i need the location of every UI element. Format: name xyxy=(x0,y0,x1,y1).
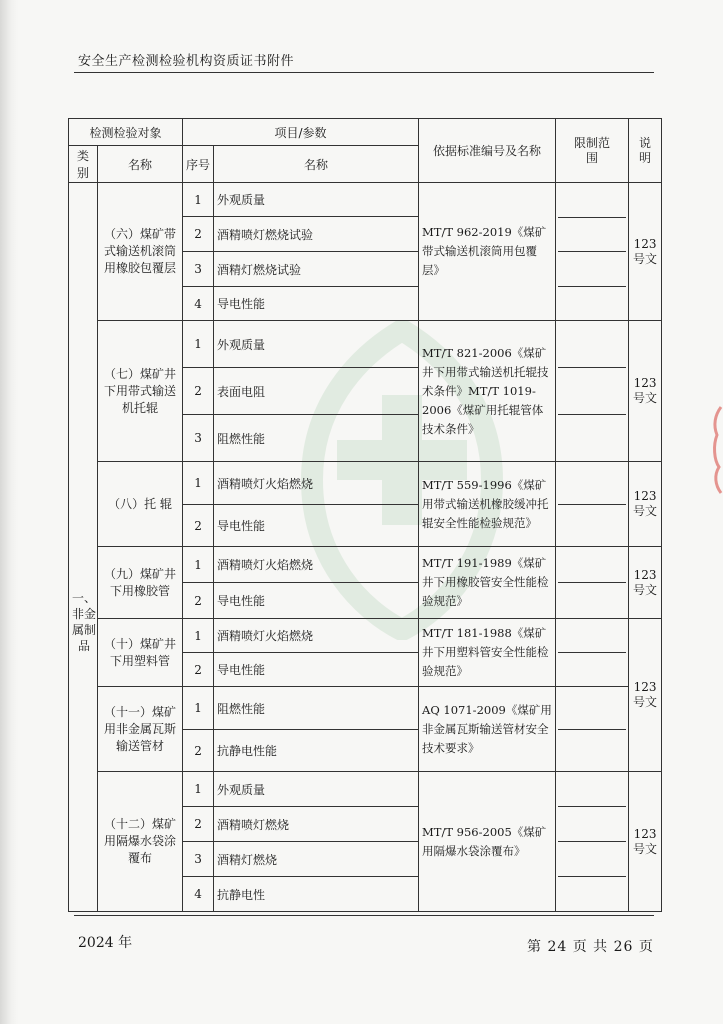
limit-subcell xyxy=(558,183,626,218)
table-row xyxy=(69,772,662,807)
item-no: 3 xyxy=(183,415,214,462)
item-no: 3 xyxy=(183,252,214,287)
item-name: 酒精喷灯火焰燃烧 xyxy=(214,547,419,583)
table-row xyxy=(69,619,662,653)
standard-10: MT/T 181-1988《煤矿井下用塑料管安全性能检验规范》 xyxy=(419,619,556,687)
item-name: 酒精喷灯火焰燃烧 xyxy=(214,619,419,653)
limit-subcell xyxy=(558,505,626,547)
table-row xyxy=(69,462,662,505)
limit-subcells xyxy=(556,772,628,911)
header-seq: 序号 xyxy=(183,146,214,183)
item-no: 1 xyxy=(183,619,214,653)
object-name-7: （七）煤矿井下用带式输送机托辊 xyxy=(98,321,183,462)
limit-subcell xyxy=(558,547,626,583)
header-note xyxy=(629,119,662,183)
item-no: 2 xyxy=(183,730,214,772)
item-name: 导电性能 xyxy=(214,653,419,687)
limit-subcell xyxy=(558,807,626,842)
table-row xyxy=(69,547,662,583)
category-label: 一、非金属制品 xyxy=(72,591,97,653)
note-8 xyxy=(629,462,662,547)
limit-subcell xyxy=(558,218,626,253)
limit-subcell xyxy=(558,772,626,807)
header-row-1 xyxy=(69,119,662,146)
item-no: 4 xyxy=(183,877,214,912)
limit-cell xyxy=(556,547,629,619)
note-9-label: 123号文 xyxy=(633,567,658,597)
scan-edge-shadow xyxy=(0,0,18,1024)
limit-subcell xyxy=(558,730,626,772)
limit-subcells xyxy=(556,462,628,546)
item-no: 2 xyxy=(183,217,214,252)
limit-subcell xyxy=(558,619,626,653)
red-stamp-edge xyxy=(711,405,723,495)
limit-subcell xyxy=(558,415,626,461)
standard-12: MT/T 956-2005《煤矿用隔爆水袋涂覆布》 xyxy=(419,772,556,912)
item-name: 酒精喷灯燃烧 xyxy=(214,807,419,842)
item-no: 1 xyxy=(183,772,214,807)
page-header: 安全生产检测检验机构资质证书附件 xyxy=(78,54,295,69)
note-12-label: 123号文 xyxy=(633,826,658,856)
note-6-label: 123号文 xyxy=(633,236,658,266)
footer-page-number: 第 24 页 共 26 页 xyxy=(527,939,654,955)
note-7 xyxy=(629,321,662,462)
limit-subcells xyxy=(556,547,628,618)
limit-subcells xyxy=(556,687,628,771)
header-item-name: 名称 xyxy=(214,146,419,183)
limit-cell xyxy=(556,183,629,321)
note-10-label: 123号文 xyxy=(633,680,658,709)
limit-subcell xyxy=(558,462,626,505)
standard-9: MT/T 191-1989《煤矿井下用橡胶管安全性能检验规范》 xyxy=(419,547,556,619)
header-limit-label: 限制范围 xyxy=(574,135,611,165)
item-no: 1 xyxy=(183,547,214,583)
item-no: 2 xyxy=(183,807,214,842)
item-name: 导电性能 xyxy=(214,583,419,619)
item-no: 1 xyxy=(183,321,214,368)
item-name: 外观质量 xyxy=(214,772,419,807)
limit-subcell xyxy=(558,583,626,618)
header-category: 类别 xyxy=(69,146,98,183)
limit-subcell xyxy=(558,252,626,287)
table-row xyxy=(69,183,662,217)
object-name-10: （十）煤矿井下用塑料管 xyxy=(98,619,183,687)
note-7-label: 123号文 xyxy=(633,376,658,405)
note-6 xyxy=(629,183,662,321)
item-name: 酒精灯燃烧 xyxy=(214,842,419,877)
limit-subcell xyxy=(558,368,626,415)
item-no: 1 xyxy=(183,687,214,730)
limit-cell xyxy=(556,772,629,912)
item-name: 酒精灯燃烧试验 xyxy=(214,252,419,287)
item-no: 2 xyxy=(183,583,214,619)
item-name: 阻燃性能 xyxy=(214,415,419,462)
object-name-11: （十一）煤矿用非金属瓦斯输送管材 xyxy=(98,687,183,772)
standard-11: AQ 1071-2009《煤矿用非金属瓦斯输送管材安全技术要求》 xyxy=(419,687,556,772)
standard-7: MT/T 821-2006《煤矿井下用带式输送机托辊技术条件》MT/T 1019-2006《煤矿用托辊管体技术条件》 xyxy=(419,321,556,462)
item-name: 导电性能 xyxy=(214,505,419,547)
footer-year: 2024 年 xyxy=(78,935,133,951)
item-no: 2 xyxy=(183,368,214,415)
standard-6: MT/T 962-2019《煤矿带式输送机滚筒用包覆层》 xyxy=(419,183,556,321)
item-name: 阻燃性能 xyxy=(214,687,419,730)
item-name: 导电性能 xyxy=(214,287,419,321)
note-8-label: 123号文 xyxy=(633,489,658,518)
limit-cell xyxy=(556,321,629,462)
limit-subcell xyxy=(558,653,626,686)
limit-subcell xyxy=(558,321,626,368)
table-row xyxy=(69,321,662,368)
limit-subcells xyxy=(556,183,628,320)
header-rule xyxy=(74,72,654,73)
item-name: 酒精喷灯火焰燃烧 xyxy=(214,462,419,505)
limit-subcells xyxy=(556,619,628,686)
qualification-table xyxy=(68,118,662,912)
header-item-param: 项目/参数 xyxy=(183,119,419,146)
item-no: 1 xyxy=(183,462,214,505)
item-name: 酒精喷灯燃烧试验 xyxy=(214,217,419,252)
object-name-6: （六）煤矿带式输送机滚筒用橡胶包覆层 xyxy=(98,183,183,321)
object-name-8: （八）托 辊 xyxy=(98,462,183,547)
standard-8: MT/T 559-1996《煤矿用带式输送机橡胶缓冲托辊安全性能检验规范》 xyxy=(419,462,556,547)
item-no: 3 xyxy=(183,842,214,877)
limit-subcell xyxy=(558,687,626,730)
limit-cell xyxy=(556,619,629,687)
note-9 xyxy=(629,547,662,619)
limit-cell xyxy=(556,462,629,547)
limit-subcells xyxy=(556,321,628,461)
table-row xyxy=(69,687,662,730)
limit-cell xyxy=(556,687,629,772)
item-name: 外观质量 xyxy=(214,321,419,368)
note-12 xyxy=(629,772,662,912)
header-name: 名称 xyxy=(98,146,183,183)
header-standard: 依据标准编号及名称 xyxy=(419,119,556,183)
footer-rule xyxy=(74,915,654,916)
item-no: 1 xyxy=(183,183,214,217)
limit-subcell xyxy=(558,877,626,911)
header-note-label: 说明 xyxy=(639,135,652,165)
item-name: 表面电阻 xyxy=(214,368,419,415)
category-cell xyxy=(69,183,98,912)
limit-subcell xyxy=(558,842,626,877)
limit-subcell xyxy=(558,287,626,321)
note-10-11 xyxy=(629,619,662,772)
item-no: 4 xyxy=(183,287,214,321)
item-no: 2 xyxy=(183,505,214,547)
item-name: 抗静电性 xyxy=(214,877,419,912)
item-name: 外观质量 xyxy=(214,183,419,217)
object-name-9: （九）煤矿井下用橡胶管 xyxy=(98,547,183,619)
header-object: 检测检验对象 xyxy=(69,119,183,146)
object-name-12: （十二）煤矿用隔爆水袋涂覆布 xyxy=(98,772,183,912)
item-no: 2 xyxy=(183,653,214,687)
header-limit xyxy=(556,119,629,183)
item-name: 抗静电性能 xyxy=(214,730,419,772)
